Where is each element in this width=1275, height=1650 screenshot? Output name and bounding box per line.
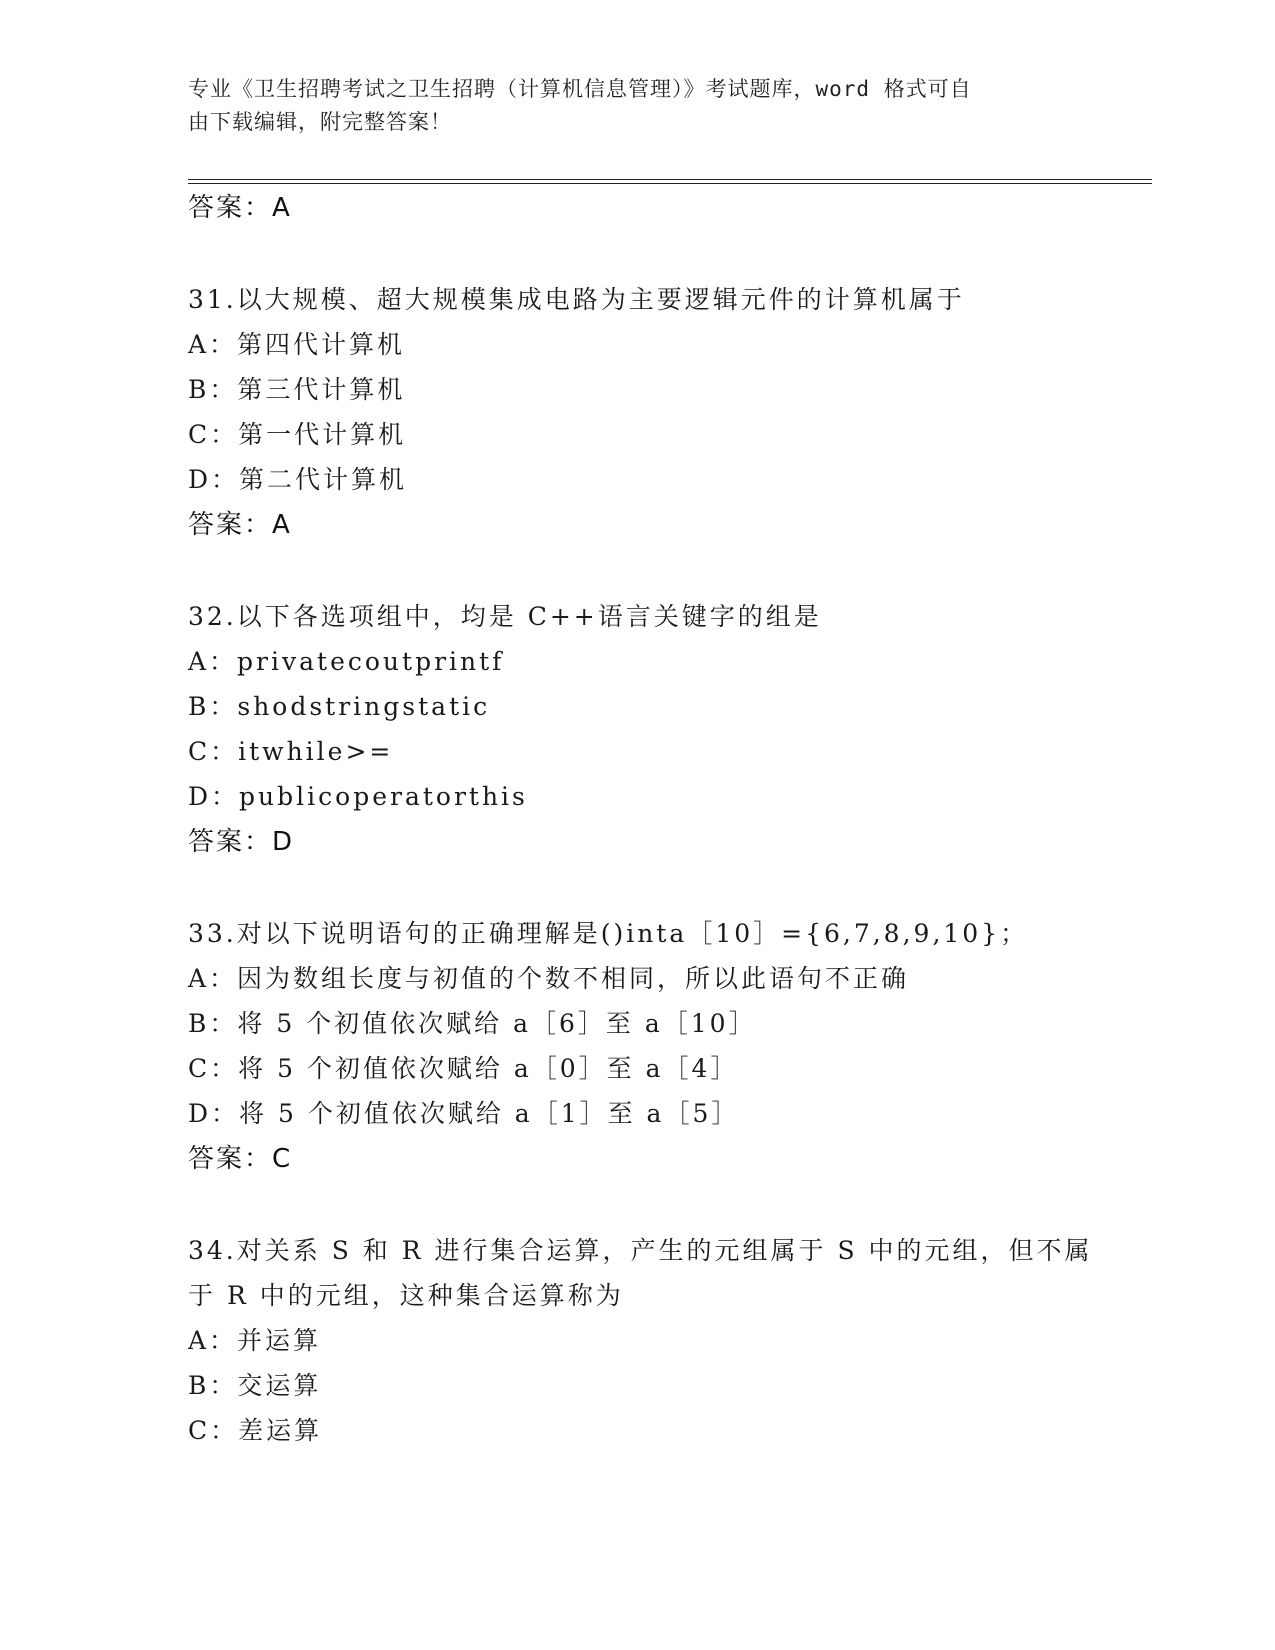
header-divider-bottom [188,183,1152,184]
header-line-1: 专业《卫生招聘考试之卫生招聘（计算机信息管理）》考试题库，word 格式可自 [188,77,972,101]
question-32-option-b: B：shodstringstatic [188,692,491,721]
page-header [188,73,1088,139]
question-32-option-a: A：privatecoutprintf [188,647,505,676]
question-33-option-c: C：将 5 个初值依次赋给 a［0］至 a［4］ [188,1054,739,1083]
previous-answer: 答案：A [188,193,292,223]
question-34-stem-line-2: 于 R 中的元组，这种集合运算称为 [188,1281,624,1310]
question-34-stem-line-1: 34.对关系 S 和 R 进行集合运算，产生的元组属于 S 中的元组，但不属 [188,1236,1093,1265]
question-33-option-b: B：将 5 个初值依次赋给 a［6］至 a［10］ [188,1009,757,1038]
header-divider-top [188,179,1152,180]
question-33-option-d: D：将 5 个初值依次赋给 a［1］至 a［5］ [188,1099,740,1128]
question-33-stem: 33.对以下说明语句的正确理解是()inta［10］={6,7,8,9,10}； [188,919,1029,948]
question-31-stem: 31.以大规模、超大规模集成电路为主要逻辑元件的计算机属于 [188,285,965,314]
question-31-option-b: B：第三代计算机 [188,375,406,404]
question-32-option-c: C：itwhile>= [188,737,394,766]
question-32-stem: 32.以下各选项组中，均是 C++语言关键字的组是 [188,602,822,631]
question-31-option-c: C：第一代计算机 [188,420,407,449]
question-33-answer: 答案：C [188,1144,293,1174]
question-32-option-d: D：publicoperatorthis [188,782,528,811]
question-31-answer: 答案：A [188,510,292,540]
question-31-option-a: A：第四代计算机 [188,330,406,359]
question-34-option-a: A：并运算 [188,1326,322,1355]
header-line-2: 由下载编辑，附完整答案！ [188,110,452,134]
question-31-option-d: D：第二代计算机 [188,465,408,494]
question-33-option-a: A：因为数组长度与初值的个数不相同，所以此语句不正确 [188,964,910,993]
question-34-option-c: C：差运算 [188,1416,323,1445]
question-34-option-b: B：交运算 [188,1371,322,1400]
question-32-answer: 答案：D [188,827,295,857]
